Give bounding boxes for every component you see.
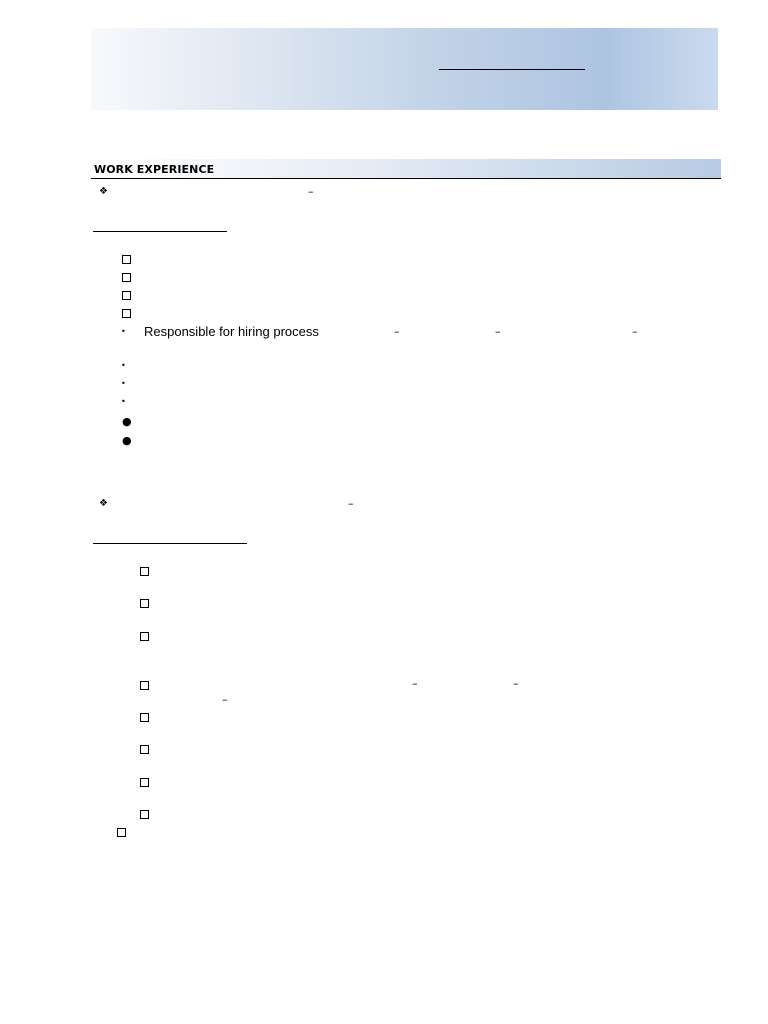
checkbox-icon [122, 309, 131, 318]
bullet-icon: • [121, 327, 126, 336]
job2-title-dash: – [348, 497, 354, 510]
job1-title-dash: – [308, 185, 314, 198]
checkbox-icon [117, 828, 126, 837]
section-header-work-experience [91, 159, 721, 179]
checkbox-icon [140, 778, 149, 787]
bullet-icon: ● [122, 434, 132, 447]
header-band [91, 28, 718, 110]
checkbox-icon [140, 599, 149, 608]
bullet-icon: • [121, 361, 126, 370]
checkbox-icon [122, 291, 131, 300]
checkbox-icon [140, 567, 149, 576]
checkbox-icon [140, 632, 149, 641]
job1-diamond-bullet-icon: ❖ [99, 186, 108, 197]
bullet-icon: • [121, 379, 126, 388]
job2-dash-1: – [412, 677, 418, 690]
job2-underline [93, 543, 247, 544]
job2-dash-2: – [513, 677, 519, 690]
checkbox-icon [140, 810, 149, 819]
job1-bullet-dash-3: – [632, 325, 638, 338]
checkbox-icon [122, 255, 131, 264]
checkbox-icon [140, 745, 149, 754]
job1-bullet-dash-1: – [394, 325, 400, 338]
job2-diamond-bullet-icon: ❖ [99, 498, 108, 509]
job2-dash-3: – [222, 693, 228, 706]
checkbox-icon [140, 713, 149, 722]
job1-underline [93, 231, 227, 232]
bullet-icon: • [121, 397, 126, 406]
checkbox-icon [140, 681, 149, 690]
job1-bullet-dash-2: – [495, 325, 501, 338]
bullet-icon: ● [122, 415, 132, 428]
job1-bullet-text: Responsible for hiring process [144, 324, 319, 339]
section-title: WORK EXPERIENCE [94, 163, 215, 176]
checkbox-icon [122, 273, 131, 282]
header-underline [439, 69, 585, 70]
